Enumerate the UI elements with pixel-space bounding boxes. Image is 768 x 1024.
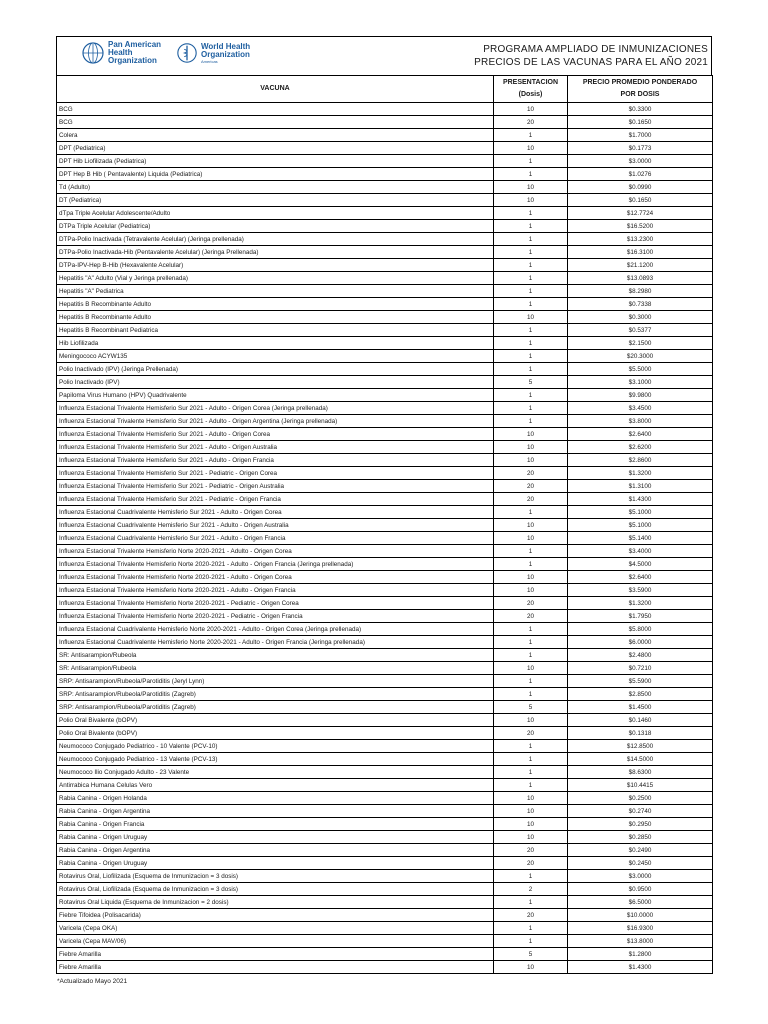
cell-presentacion: 2 (494, 883, 568, 896)
cell-presentacion: 1 (494, 740, 568, 753)
cell-vacuna: Hepatitis B Recombinant Pediatrica (57, 324, 494, 337)
cell-vacuna: Rabia Canina - Origen Holanda (57, 792, 494, 805)
table-row (57, 545, 713, 558)
cell-vacuna: SRP: Antisarampion/Rubeola/Parotiditis (Jeryl Lynn) (57, 675, 494, 688)
table-row (57, 792, 713, 805)
table-row (57, 467, 713, 480)
cell-precio: $5.5900 (568, 675, 713, 688)
cell-presentacion: 1 (494, 207, 568, 220)
cell-vacuna: Meningococo ACYW135 (57, 350, 494, 363)
cell-presentacion: 1 (494, 766, 568, 779)
table-header-row (57, 76, 713, 103)
cell-presentacion: 10 (494, 961, 568, 974)
table-row (57, 779, 713, 792)
cell-presentacion: 1 (494, 155, 568, 168)
cell-presentacion: 1 (494, 259, 568, 272)
cell-presentacion: 10 (494, 714, 568, 727)
cell-precio: $1.7950 (568, 610, 713, 623)
table-row (57, 870, 713, 883)
cell-presentacion: 10 (494, 571, 568, 584)
table-row (57, 233, 713, 246)
cell-presentacion: 10 (494, 818, 568, 831)
cell-vacuna: Rabia Canina - Origen Uruguay (57, 831, 494, 844)
table-row (57, 649, 713, 662)
table-row (57, 961, 713, 974)
cell-vacuna: Td (Adulto) (57, 181, 494, 194)
price-sheet (56, 36, 712, 974)
vaccine-price-table (56, 75, 713, 974)
cell-vacuna: SRP: Antisarampion/Rubeola/Parotiditis (Zagreb) (57, 688, 494, 701)
cell-presentacion: 10 (494, 831, 568, 844)
table-row (57, 142, 713, 155)
table-row (57, 493, 713, 506)
table-row (57, 597, 713, 610)
cell-presentacion: 1 (494, 246, 568, 259)
cell-presentacion: 5 (494, 701, 568, 714)
table-row (57, 727, 713, 740)
col-header-presentacion-line2: (Dosis) (518, 91, 543, 98)
table-row (57, 129, 713, 142)
cell-precio: $13.8000 (568, 935, 713, 948)
title-line-1: PROGRAMA AMPLIADO DE INMUNIZACIONES (483, 44, 708, 55)
table-row (57, 103, 713, 116)
table-row (57, 415, 713, 428)
cell-presentacion: 10 (494, 441, 568, 454)
cell-presentacion: 10 (494, 584, 568, 597)
cell-vacuna: Rabia Canina - Origen Uruguay (57, 857, 494, 870)
cell-presentacion: 10 (494, 519, 568, 532)
cell-presentacion: 20 (494, 857, 568, 870)
cell-presentacion: 1 (494, 896, 568, 909)
cell-presentacion: 1 (494, 272, 568, 285)
cell-vacuna: SRP: Antisarampion/Rubeola/Parotiditis (Zagreb) (57, 701, 494, 714)
table-row (57, 376, 713, 389)
cell-presentacion: 1 (494, 220, 568, 233)
cell-precio: $3.1000 (568, 376, 713, 389)
paho-globe-icon (81, 41, 105, 65)
cell-precio: $2.6400 (568, 571, 713, 584)
table-row (57, 389, 713, 402)
cell-precio: $5.1000 (568, 519, 713, 532)
logos (81, 41, 256, 65)
cell-precio: $0.2500 (568, 792, 713, 805)
cell-precio: $2.4800 (568, 649, 713, 662)
cell-vacuna: Papiloma Virus Humano (HPV) Quadrivalente (57, 389, 494, 402)
col-header-precio-line1: PRECIO PROMEDIO PONDERADO (582, 79, 698, 86)
cell-presentacion: 10 (494, 428, 568, 441)
cell-precio: $10.4415 (568, 779, 713, 792)
table-row (57, 714, 713, 727)
cell-precio: $14.5000 (568, 753, 713, 766)
cell-presentacion: 1 (494, 233, 568, 246)
table-row (57, 402, 713, 415)
table-row (57, 610, 713, 623)
cell-precio: $1.3200 (568, 467, 713, 480)
table-row (57, 168, 713, 181)
cell-presentacion: 1 (494, 623, 568, 636)
cell-presentacion: 1 (494, 324, 568, 337)
cell-presentacion: 20 (494, 727, 568, 740)
cell-vacuna: Polio Inactivado (IPV) (Jeringa Prellenada) (57, 363, 494, 376)
cell-precio: $2.1500 (568, 337, 713, 350)
table-row (57, 220, 713, 233)
col-header-precio (568, 76, 713, 103)
cell-precio: $1.4300 (568, 961, 713, 974)
table-row (57, 207, 713, 220)
cell-vacuna: Neumococo Conjugado Pediatrico - 10 Valente (PCV-10) (57, 740, 494, 753)
cell-presentacion: 1 (494, 129, 568, 142)
cell-vacuna: Influenza Estacional Trivalente Hemisferio Sur 2021 - Pediatric - Origen Corea (57, 467, 494, 480)
table-row (57, 155, 713, 168)
cell-vacuna: DPT Hep B Hib ( Pentavalente) Liquida (Pediatrica) (57, 168, 494, 181)
cell-vacuna: Varicela (Cepa MAV/06) (57, 935, 494, 948)
cell-vacuna: Neumococo Conjugado Pediatrico - 13 Valente (PCV-13) (57, 753, 494, 766)
cell-precio: $16.9300 (568, 922, 713, 935)
who-logo (176, 42, 256, 64)
cell-presentacion: 5 (494, 948, 568, 961)
table-row (57, 766, 713, 779)
cell-precio: $0.9500 (568, 883, 713, 896)
cell-vacuna: DTPa Triple Acelular (Pediatrica) (57, 220, 494, 233)
cell-vacuna: DTPa-Polio Inactivada (Tetravalente Acelular) (Jeringa prellenada) (57, 233, 494, 246)
cell-vacuna: DTPa-Polio Inactivada-Hib (Pentavalente Acelular) (Jeringa Prellenada) (57, 246, 494, 259)
cell-vacuna: Influenza Estacional Trivalente Hemisferio Norte 2020-2021 - Pediatric - Origen Francia (57, 610, 494, 623)
cell-precio: $4.5000 (568, 558, 713, 571)
table-row (57, 701, 713, 714)
cell-presentacion: 1 (494, 298, 568, 311)
cell-precio: $0.2850 (568, 831, 713, 844)
table-row (57, 532, 713, 545)
table-row (57, 428, 713, 441)
table-row (57, 181, 713, 194)
col-header-presentacion-line1: PRESENTACION (502, 79, 559, 86)
cell-precio: $3.4500 (568, 402, 713, 415)
cell-presentacion: 20 (494, 467, 568, 480)
cell-presentacion: 1 (494, 935, 568, 948)
cell-presentacion: 1 (494, 545, 568, 558)
cell-presentacion: 1 (494, 636, 568, 649)
who-logo-sub: Americas (201, 58, 218, 64)
table-row (57, 311, 713, 324)
cell-presentacion: 20 (494, 493, 568, 506)
cell-presentacion: 1 (494, 922, 568, 935)
cell-precio: $0.7338 (568, 298, 713, 311)
cell-vacuna: Influenza Estacional Trivalente Hemisferio Sur 2021 - Adulto - Origen Australia (57, 441, 494, 454)
cell-presentacion: 1 (494, 402, 568, 415)
cell-precio: $3.0000 (568, 155, 713, 168)
cell-vacuna: Influenza Estacional Trivalente Hemisferio Sur 2021 - Pediatric - Origen Francia (57, 493, 494, 506)
cell-vacuna: Influenza Estacional Trivalente Hemisferio Norte 2020-2021 - Adulto - Origen Francia (Jeringa prellenada) (57, 558, 494, 571)
footnote: *Actualizado Mayo 2021 (57, 978, 128, 985)
cell-precio: $0.1650 (568, 194, 713, 207)
cell-precio: $16.5200 (568, 220, 713, 233)
cell-precio: $0.1318 (568, 727, 713, 740)
cell-presentacion: 20 (494, 844, 568, 857)
cell-precio: $16.3100 (568, 246, 713, 259)
cell-vacuna: Influenza Estacional Cuadrivalente Hemisferio Sur 2021 - Adulto - Origen Corea (57, 506, 494, 519)
cell-presentacion: 10 (494, 194, 568, 207)
cell-precio: $3.0000 (568, 870, 713, 883)
table-row (57, 662, 713, 675)
cell-precio: $0.3000 (568, 311, 713, 324)
cell-precio: $13.0893 (568, 272, 713, 285)
cell-vacuna: Hepatitis B Recombinante Adulto (57, 298, 494, 311)
table-row (57, 454, 713, 467)
cell-vacuna: dTpa Triple Acelular Adolescente/Adulto (57, 207, 494, 220)
cell-presentacion: 1 (494, 688, 568, 701)
cell-presentacion: 1 (494, 337, 568, 350)
cell-vacuna: Influenza Estacional Trivalente Hemisferio Sur 2021 - Adulto - Origen Corea (57, 428, 494, 441)
cell-vacuna: Rotavirus Oral, Liofilizada (Esquema de Inmunizacion = 3 dosis) (57, 883, 494, 896)
cell-precio: $20.3000 (568, 350, 713, 363)
cell-precio: $6.0000 (568, 636, 713, 649)
cell-vacuna: SR: Antisarampion/Rubeola (57, 662, 494, 675)
table-row (57, 623, 713, 636)
cell-vacuna: BCG (57, 116, 494, 129)
cell-presentacion: 20 (494, 597, 568, 610)
table-row (57, 909, 713, 922)
cell-presentacion: 10 (494, 454, 568, 467)
cell-presentacion: 1 (494, 168, 568, 181)
table-row (57, 298, 713, 311)
cell-presentacion: 20 (494, 909, 568, 922)
cell-presentacion: 1 (494, 363, 568, 376)
cell-vacuna: DTPa-IPV-Hep B-Hib (Hexavalente Acelular) (57, 259, 494, 272)
cell-precio: $3.4000 (568, 545, 713, 558)
cell-vacuna: DPT Hib Liofilizada (Pediatrica) (57, 155, 494, 168)
table-body (57, 103, 713, 974)
table-row (57, 116, 713, 129)
cell-presentacion: 10 (494, 181, 568, 194)
table-row (57, 285, 713, 298)
cell-presentacion: 1 (494, 675, 568, 688)
cell-vacuna: Influenza Estacional Trivalente Hemisferio Sur 2021 - Adulto - Origen Argentina (Jeringa prellenada) (57, 415, 494, 428)
cell-presentacion: 10 (494, 792, 568, 805)
cell-vacuna: Fiebre Amarilla (57, 948, 494, 961)
cell-precio: $3.8000 (568, 415, 713, 428)
table-row (57, 688, 713, 701)
cell-vacuna: Influenza Estacional Trivalente Hemisferio Norte 2020-2021 - Adulto - Origen Francia (57, 584, 494, 597)
table-row (57, 558, 713, 571)
cell-presentacion: 10 (494, 311, 568, 324)
cell-vacuna: Rabia Canina - Origen Argentina (57, 805, 494, 818)
table-row (57, 935, 713, 948)
cell-precio: $0.7210 (568, 662, 713, 675)
table-row (57, 818, 713, 831)
table-row (57, 506, 713, 519)
table-row (57, 805, 713, 818)
table-row (57, 740, 713, 753)
cell-precio: $0.2450 (568, 857, 713, 870)
cell-vacuna: Influenza Estacional Cuadrivalente Hemisferio Norte 2020-2021 - Adulto - Origen Francia (Jeringa prellenada) (57, 636, 494, 649)
cell-presentacion: 1 (494, 649, 568, 662)
cell-presentacion: 10 (494, 662, 568, 675)
cell-precio: $1.3100 (568, 480, 713, 493)
document-title (474, 43, 708, 69)
cell-precio: $21.1200 (568, 259, 713, 272)
cell-precio: $1.7000 (568, 129, 713, 142)
cell-presentacion: 1 (494, 350, 568, 363)
table-row (57, 948, 713, 961)
cell-precio: $5.1400 (568, 532, 713, 545)
cell-precio: $6.5000 (568, 896, 713, 909)
table-row (57, 883, 713, 896)
title-line-2: PRECIOS DE LAS VACUNAS PARA EL AÑO 2021 (474, 57, 708, 68)
cell-precio: $2.8500 (568, 688, 713, 701)
table-row (57, 636, 713, 649)
cell-vacuna: DT (Pediatrica) (57, 194, 494, 207)
cell-presentacion: 5 (494, 376, 568, 389)
table-row (57, 519, 713, 532)
cell-precio: $0.0990 (568, 181, 713, 194)
cell-precio: $1.4500 (568, 701, 713, 714)
cell-presentacion: 1 (494, 415, 568, 428)
cell-vacuna: Influenza Estacional Trivalente Hemisferio Sur 2021 - Adulto - Origen Francia (57, 454, 494, 467)
who-emblem-icon (176, 42, 198, 64)
cell-precio: $12.7724 (568, 207, 713, 220)
cell-precio: $0.1650 (568, 116, 713, 129)
cell-precio: $1.2800 (568, 948, 713, 961)
who-logo-block (201, 43, 256, 64)
cell-precio: $8.2980 (568, 285, 713, 298)
table-row (57, 844, 713, 857)
table-row (57, 337, 713, 350)
cell-precio: $0.1773 (568, 142, 713, 155)
cell-precio: $5.1000 (568, 506, 713, 519)
cell-presentacion: 1 (494, 389, 568, 402)
cell-precio: $2.6200 (568, 441, 713, 454)
table-row (57, 675, 713, 688)
table-row (57, 363, 713, 376)
cell-precio: $13.2300 (568, 233, 713, 246)
table-row (57, 831, 713, 844)
cell-vacuna: SR: Antisarampion/Rubeola (57, 649, 494, 662)
cell-vacuna: Influenza Estacional Trivalente Hemisferio Sur 2021 - Pediatric - Origen Australia (57, 480, 494, 493)
cell-vacuna: Influenza Estacional Trivalente Hemisferio Norte 2020-2021 - Adulto - Origen Corea (57, 545, 494, 558)
table-row (57, 922, 713, 935)
cell-vacuna: Hib Liofilizada (57, 337, 494, 350)
cell-presentacion: 1 (494, 558, 568, 571)
cell-vacuna: Rotavirus Oral Liquida (Esquema de Inmunizacion = 2 dosis) (57, 896, 494, 909)
cell-precio: $0.1460 (568, 714, 713, 727)
table-row (57, 194, 713, 207)
cell-precio: $2.8600 (568, 454, 713, 467)
cell-presentacion: 20 (494, 116, 568, 129)
cell-presentacion: 10 (494, 805, 568, 818)
cell-precio: $9.9800 (568, 389, 713, 402)
cell-vacuna: Antirrabica Humana Celulas Vero (57, 779, 494, 792)
table-row (57, 480, 713, 493)
cell-presentacion: 10 (494, 103, 568, 116)
paho-logo (81, 41, 168, 65)
cell-presentacion: 20 (494, 480, 568, 493)
cell-precio: $1.0276 (568, 168, 713, 181)
cell-vacuna: Fiebre Amarilla (57, 961, 494, 974)
table-row (57, 441, 713, 454)
cell-precio: $0.2740 (568, 805, 713, 818)
cell-precio: $5.5000 (568, 363, 713, 376)
cell-vacuna: Polio Inactivado (IPV) (57, 376, 494, 389)
who-logo-text: World Health Organization (201, 41, 251, 59)
table-row (57, 350, 713, 363)
document-header (56, 36, 712, 75)
table-row (57, 246, 713, 259)
cell-vacuna: Polio Oral Bivalente (bOPV) (57, 727, 494, 740)
cell-vacuna: Varicela (Cepa OKA) (57, 922, 494, 935)
cell-precio: $1.4300 (568, 493, 713, 506)
cell-precio: $0.2490 (568, 844, 713, 857)
cell-presentacion: 1 (494, 779, 568, 792)
table-row (57, 584, 713, 597)
cell-vacuna: Rabia Canina - Origen Francia (57, 818, 494, 831)
cell-vacuna: Influenza Estacional Cuadrivalente Hemisferio Norte 2020-2021 - Adulto - Origen Corea (Jeringa prellenada) (57, 623, 494, 636)
cell-precio: $1.3200 (568, 597, 713, 610)
cell-precio: $8.6300 (568, 766, 713, 779)
cell-presentacion: 1 (494, 870, 568, 883)
col-header-vacuna: VACUNA (57, 76, 494, 103)
cell-presentacion: 1 (494, 753, 568, 766)
cell-vacuna: Influenza Estacional Cuadrivalente Hemisferio Sur 2021 - Adulto - Origen Francia (57, 532, 494, 545)
cell-precio: $0.2950 (568, 818, 713, 831)
cell-vacuna: Rabia Canina - Origen Argentina (57, 844, 494, 857)
table-row (57, 857, 713, 870)
table-row (57, 324, 713, 337)
cell-precio: $5.8000 (568, 623, 713, 636)
cell-vacuna: Rotavirus Oral, Liofilizada (Esquema de Inmunizacion = 3 dosis) (57, 870, 494, 883)
table-row (57, 272, 713, 285)
table-row (57, 259, 713, 272)
cell-presentacion: 1 (494, 285, 568, 298)
cell-presentacion: 10 (494, 532, 568, 545)
cell-vacuna: Hepatitis B Recombinante Adulto (57, 311, 494, 324)
col-header-presentacion (494, 76, 568, 103)
paho-logo-text: Pan American Health Organization (108, 40, 162, 65)
cell-vacuna: Influenza Estacional Trivalente Hemisferio Norte 2020-2021 - Adulto - Origen Corea (57, 571, 494, 584)
cell-precio: $2.6400 (568, 428, 713, 441)
cell-precio: $0.5377 (568, 324, 713, 337)
cell-precio: $10.0000 (568, 909, 713, 922)
table-row (57, 896, 713, 909)
cell-vacuna: Neumococo Ilio Conjugado Adulto - 23 Valente (57, 766, 494, 779)
table-row (57, 571, 713, 584)
cell-vacuna: DPT (Pediatrica) (57, 142, 494, 155)
cell-presentacion: 1 (494, 506, 568, 519)
cell-presentacion: 20 (494, 610, 568, 623)
cell-vacuna: Fiebre Tifoidea (Polisacarida) (57, 909, 494, 922)
cell-vacuna: Influenza Estacional Cuadrivalente Hemisferio Sur 2021 - Adulto - Origen Australia (57, 519, 494, 532)
cell-vacuna: Colera (57, 129, 494, 142)
cell-vacuna: Influenza Estacional Trivalente Hemisferio Sur 2021 - Adulto - Origen Corea (Jeringa prellenada) (57, 402, 494, 415)
cell-precio: $0.3300 (568, 103, 713, 116)
cell-vacuna: Influenza Estacional Trivalente Hemisferio Norte 2020-2021 - Pediatric - Origen Corea (57, 597, 494, 610)
cell-presentacion: 10 (494, 142, 568, 155)
cell-vacuna: Polio Oral Bivalente (bOPV) (57, 714, 494, 727)
col-header-precio-line2: POR DOSIS (620, 91, 660, 98)
cell-vacuna: Hepatitis "A" Adulto (Vial y Jeringa prellenada) (57, 272, 494, 285)
table-row (57, 753, 713, 766)
cell-vacuna: BCG (57, 103, 494, 116)
cell-vacuna: Hepatitis "A" Pediatrica (57, 285, 494, 298)
cell-precio: $12.8500 (568, 740, 713, 753)
cell-precio: $3.5900 (568, 584, 713, 597)
